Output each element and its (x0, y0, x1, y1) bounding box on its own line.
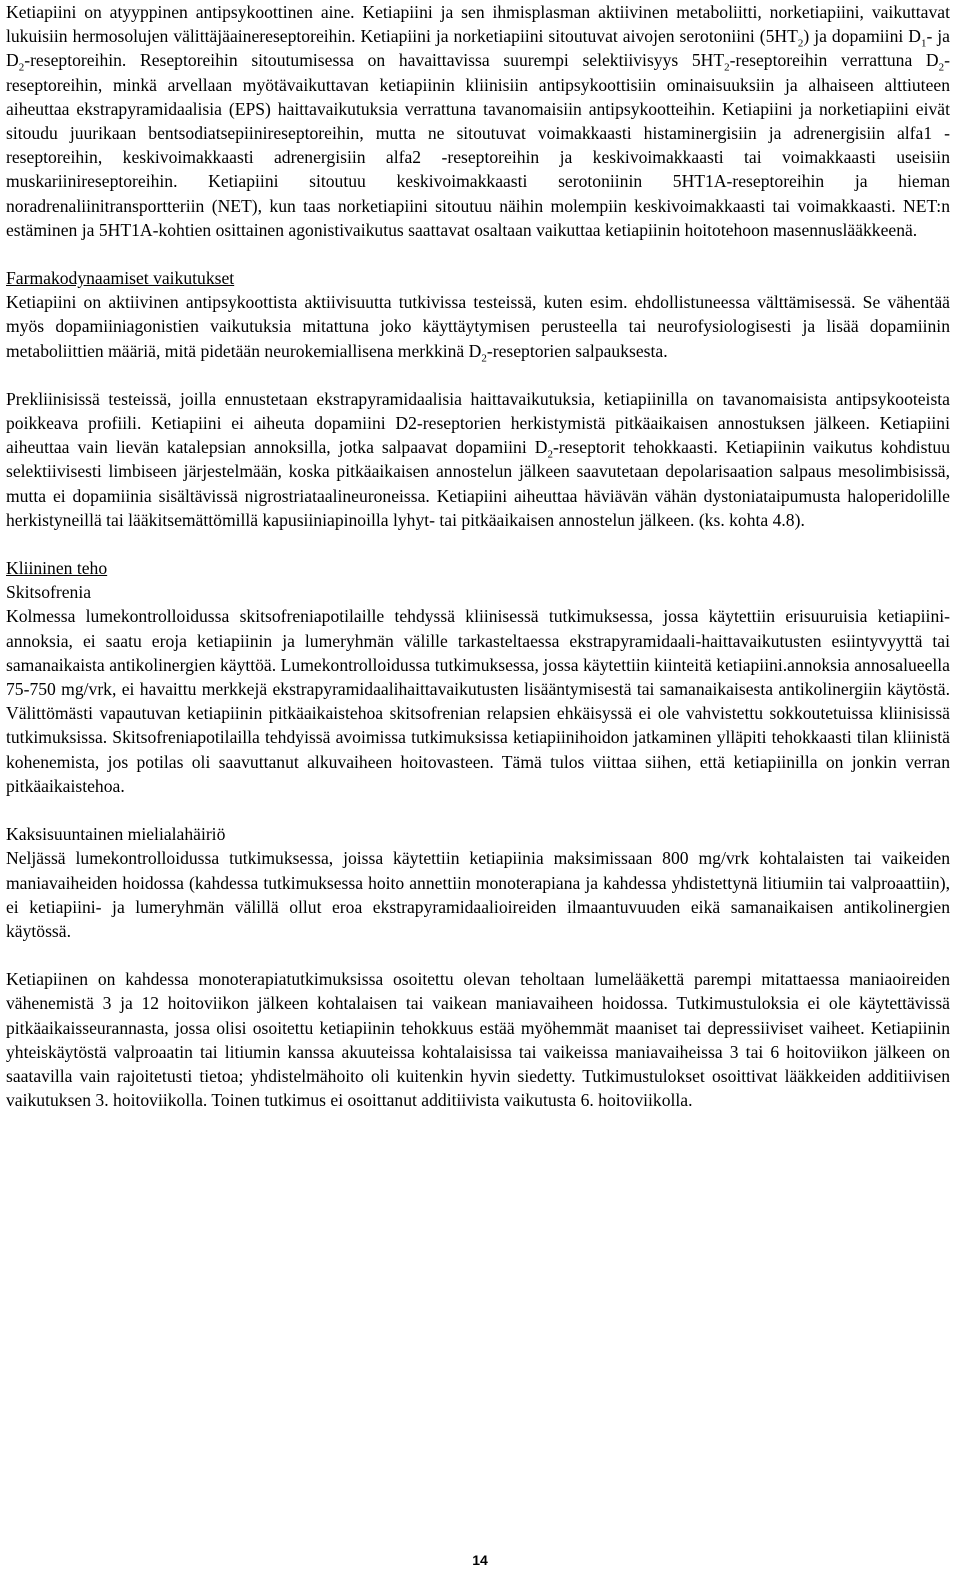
subheading-kaksisuuntainen: Kaksisuuntainen mielialahäiriö (6, 824, 226, 845)
section-heading-kliininen-teho: Kliininen teho (6, 558, 108, 579)
text-run: -reseptoreihin. Reseptoreihin sitoutumisessa on havaittavissa suurempi selektiivisyys 5HT (24, 50, 725, 71)
paragraph-schizophrenia: Kolmessa lumekontrolloidussa skitsofreniapotilaille tehdyssä kliinisessä tutkimuksessa, jossa käytettiin erisuuruisia ketiapiini-annoksia, ei saatu eroja ketiapiinin ja lumeryhmän välille tarkasteltaessa ekstrapyramidaali-haittavaikutusten esiintyvyyttä tai samanaikaista antikolinergien käyttöä. Lumekontrolloidussa tutkimuksessa, jossa käytettiin kiinteitä ketiapiini.annoksia annosalueella 75-750 mg/vrk, ei havaittu merkkejä ekstrapyramidaalihaittavaikutusten lisääntymisestä tai samanaikaisesta antikolinergiin käytöstä. Välittömästi vapautuvan ketiapiinin pitkäaikaistehoa skitsofrenian relapsien ehkäisyssä ei ole vahvistettu sokkoutetuissa kliinisissä tutkimuksissa. Skitsofreniapotilailla tehdyissä avoimissa tutkimuksissa ketiapiinihoidon jatkaminen ylläpiti tehokkaasti tilan kliinistä kohenemista, jos potilas oli saavuttanut alkuvaiheen hoitovasteen. Tämä tulos viittaa siihen, että ketiapiinilla on jonkin verran pitkäaikaistehoa. (6, 606, 950, 796)
subheading-skitsofrenia: Skitsofrenia (6, 582, 92, 603)
text-run: -reseptorit tehokkaasti. Ketiapiinin vaikutus kohdistuu selektiivisesti limbiseen järjestelmään, koska pitkäaikaisen annostelun jälkeen saavutetaan depolarisaation salpaus mesolimbisissä, mutta ei dopamiinia sisältävissä nigrostriataalineuroneissa. Ketiapiini aiheuttaa häviävän vähän dystoniataipumusta haloperidolille herkistyneillä tai lääkitsemättömillä kapusiiniapinoilla lyhyt- tai pitkäaikaisen annostelun jälkeen. (ks. kohta 4.8). (6, 437, 950, 530)
section-heading-farmakodynaamiset: Farmakodynaamiset vaikutukset (6, 268, 235, 289)
text-run: -reseptoreihin, minkä arvellaan myötävaikuttavan ketiapiinin kliinisiin antipsykoottisiin ominaisuuksiin ja alhaiseen alttiuteen aiheuttaa ekstrapyramidaalisia (EPS) haittavaikutuksia verrattuna tavanomaisiin antipsykootteihin. Ketiapiini ja norketiapiini eivät sitoudu juurikaan bentsodiatsepiinireseptoreihin, mutta ne sitoutuvat voimakkaasti histaminergisiin ja adrenergisiin alfa1 -reseptoreihin, keskivoimakkaasti adrenergisiin alfa2 -reseptoreihin ja keskivoimakkaasti tai voimakkaasti useisiin muskariinireseptoreihin. Ketiapiini sitoutuu keskivoimakkaasti serotoniinin 5HT1A-reseptoreihin ja hieman noradrenaliinitransportteriin (NET), kun taas norketiapiini sitoutuu näihin molempiin keskivoimakkaasti tai voimakkaasti. NET:n estäminen ja 5HT1A-kohtien osittainen agonistivaikutus saattavat osaltaan vaikuttaa ketiapiinin hoitotehoon masennuslääkkeenä. (6, 50, 950, 240)
subscript: 2 (797, 37, 804, 50)
subscript: 1 (920, 37, 927, 50)
text-run: Ketiapiini on aktiivinen antipsykoottista aktiivisuutta tutkivissa testeissä, kuten esim. ehdollistuneessa välttämisessä. Se vähentää myös dopamiiniagonistien vaikutuksia mitattuna joko käyttäytymisen perusteella tai neurofysiologisesti ja lisää dopamiinin metaboliittien määriä, mitä pidetään neurokemiallisena merkkinä D (6, 292, 950, 361)
paragraph-mechanism (6, 0, 950, 242)
text-run: -reseptoreihin verrattuna D (729, 50, 939, 71)
page-number: 14 (472, 1552, 488, 1568)
text-run: ) ja dopamiini D (803, 26, 921, 47)
subscript: 2 (547, 448, 553, 461)
paragraph-bipolar: Neljässä lumekontrolloidussa tutkimuksessa, joissa käytettiin ketiapiinia maksimissaan 800 mg/vrk kohtalaisten tai vaikeiden maniavaiheiden hoidossa (kahdessa tutkimuksessa hoito annettiin monoterapiana ja kahdessa yhdistettynä litiumiin tai valproaattiin), ei ketiapiini- ja lumeryhmän välillä ollut eroa ekstrapyramidaalioireiden ilmaantuvuuden eikä samanaikaisen antikolinergien käytössä. (6, 848, 950, 941)
document-page (6, 0, 950, 1112)
subscript: 2 (724, 61, 730, 74)
text-run: - ja D (6, 26, 950, 71)
subscript: 2 (938, 61, 945, 74)
subscript: 2 (481, 352, 487, 365)
paragraph-pharmacodynamics (6, 290, 950, 363)
text-run: Prekliinisissä testeissä, joilla ennustetaan ekstrapyramidaalisia haittavaikutuksia, ketiapiinilla on tavanomaisista antipsykooteista poikkeava profiili. Ketiapiini ei aiheuta dopamiini D2-reseptorien herkistymistä pitkäaikaisen annostuksen jälkeen. Ketiapiini aiheuttaa vain lievän katalepsian annoksilla, jotka salpaavat dopamiini D (6, 388, 950, 458)
paragraph-monotherapy: Ketiapiinen on kahdessa monoterapiatutkimuksissa osoitettu olevan teholtaan lumelääkettä parempi mitattaessa maniaoireiden vähenemistä 3 ja 12 hoitoviikon jälkeen kohtalaisen tai vaikean maniavaiheen hoidossa. Tutkimustuloksia ei ole käytettävissä pitkäaikaisseurannasta, jossa olisi osoitettu ketiapiinin tehokkuus estää myöhemmät maaniset tai depressiiviset vaiheet. Ketiapiinin yhteiskäytöstä valproaatin tai litiumin kanssa akuuteissa kohtalaisissa tai vaikeissa maniavaiheissa 3 tai 6 hoitoviikon jälkeen on saatavilla vain rajoitetusti tietoa; yhdistelmähoito oli kuitenkin hyvin siedetty. Tutkimustulokset osoittivat lääkkeiden additiivisen vaikutuksen 3. hoitoviikolla. Toinen tutkimus ei osoittanut additiivista vaikutusta 6. hoitoviikolla. (6, 969, 950, 1111)
paragraph-preclinical (6, 387, 950, 532)
text-run: Ketiapiini on atyyppinen antipsykoottinen aine. Ketiapiini ja sen ihmisplasman aktiivinen metaboliitti, norketiapiini, vaikuttavat lukuisiin hermosolujen välittäjäainereseptoreihin. Ketiapiini ja norketiapiini sitoutuvat aivojen serotoniini (5HT (6, 2, 950, 47)
text-run: -reseptorien salpauksesta. (486, 340, 668, 361)
subscript: 2 (18, 61, 25, 74)
